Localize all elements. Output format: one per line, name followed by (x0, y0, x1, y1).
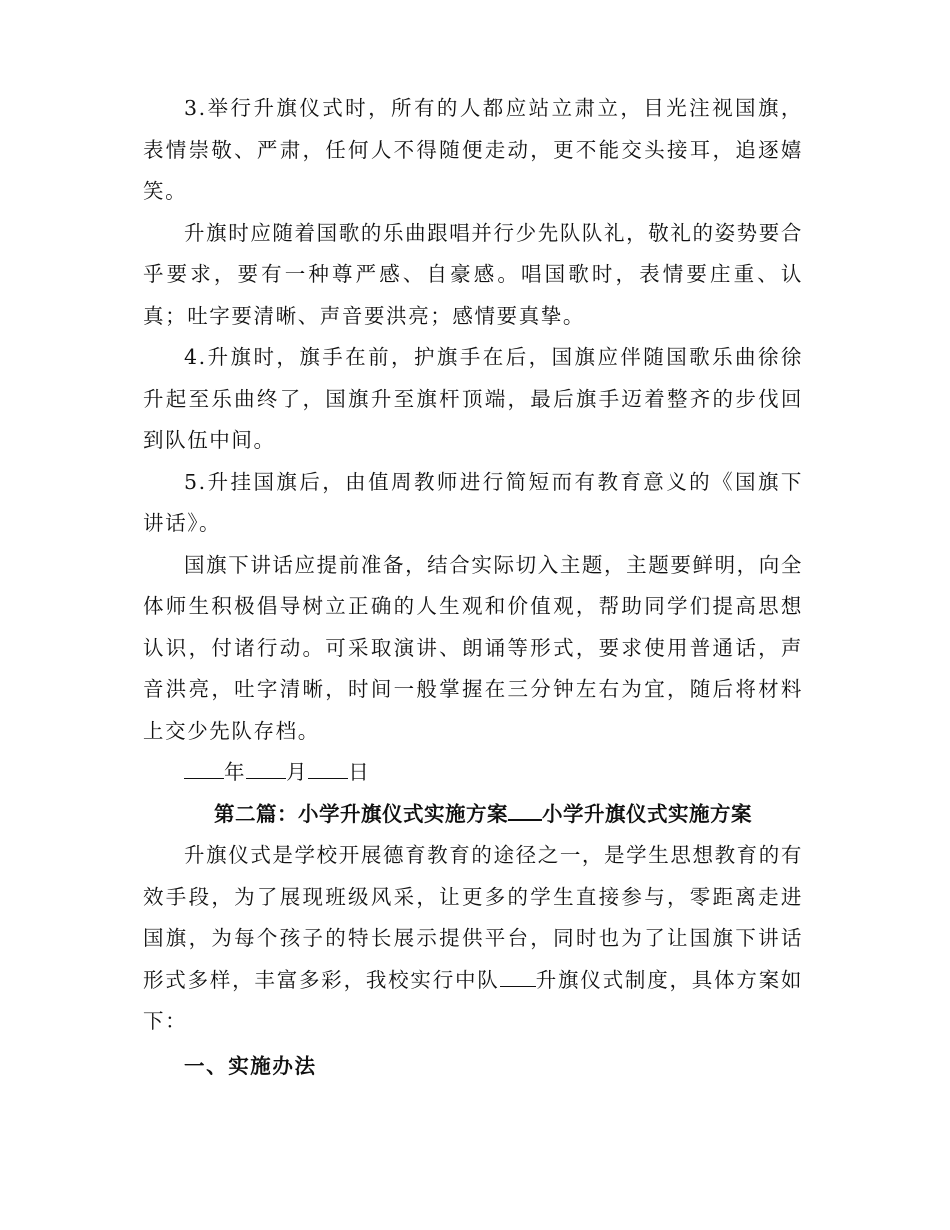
paragraph-flag-raising: 4.升旗时，旗手在前，护旗手在后，国旗应伴随国歌乐曲徐徐升起至乐曲终了，国旗升至旗杆顶端，最后旗手迈着整齐的步伐回到队伍中间。 (143, 345, 803, 452)
month-label: 月 (286, 760, 309, 784)
intro-text: 升旗仪式是学校开展德育教育的途径之一，是学生思想教育的有效手段，为了展现班级风采，让更多的学生直接参与，零距离走进国旗，为每个孩子的特长展示提供平台，同时也为了让国旗下讲话形式多样，丰富多彩，我校实行中队 (143, 843, 803, 992)
year-blank (184, 760, 224, 779)
section-heading: 一、实施办法 (184, 1053, 317, 1078)
section-title-blank (508, 801, 542, 821)
paragraph-anthem-singing: 升旗时应随着国歌的乐曲跟唱并行少先队队礼，敬礼的姿势要合乎要求，要有一种尊严感、自豪感。唱国歌时，表情要庄重、认真；吐字要清晰、声音要洪亮；感情要真挚。 (143, 220, 803, 328)
day-label: 日 (348, 760, 371, 784)
intro-blank (500, 968, 536, 987)
date-line (143, 752, 803, 794)
document-body (143, 88, 803, 1088)
month-blank (246, 760, 286, 779)
section-title (143, 794, 803, 836)
intro-text-end: 升旗仪式制度，具体方案如下： (143, 967, 804, 1033)
section-title-right: 小学升旗仪式实施方案 (542, 801, 752, 826)
paragraph-flag-ceremony-conduct: 3.举行升旗仪式时，所有的人都应站立肃立，目光注视国旗，表情崇敬、严肃，任何人不得随便走动，更不能交头接耳，追逐嬉笑。 (143, 96, 803, 203)
paragraph-flag-speech: 5.升挂国旗后，由值周教师进行简短而有教育意义的《国旗下讲话》。 (143, 469, 803, 535)
year-label: 年 (224, 760, 247, 784)
section-title-left: 第二篇：小学升旗仪式实施方案 (214, 801, 508, 826)
paragraph-intro (143, 835, 803, 1043)
paragraph-speech-preparation: 国旗下讲话应提前准备，结合实际切入主题，主题要鲜明，向全体师生积极倡导树立正确的人生观和价值观，帮助同学们提高思想认识，付诸行动。可采取演讲、朗诵等形式，要求使用普通话，声音洪亮，吐字清晰，时间一般掌握在三分钟左右为宜，随后将材料上交少先队存档。 (143, 552, 803, 743)
day-blank (308, 760, 348, 779)
